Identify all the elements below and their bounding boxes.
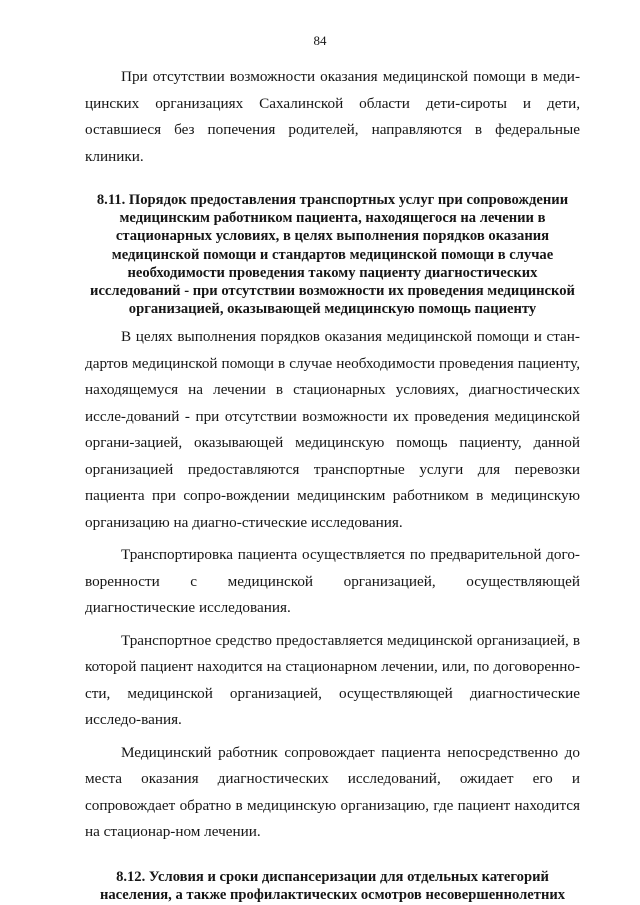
section-heading-8-12: 8.12. Условия и сроки диспансеризации для отдельных категорий населения, а также профилактических осмотров несовершеннолетних	[99, 868, 566, 904]
paragraph-medical-escort: Медицинский работник сопровождает пациента непосредственно до места оказания диагностических исследований, ожидает его и сопровождает обратно в медицинскую организацию, где пациент находится на стационар-ном лечении.	[85, 743, 580, 841]
paragraph-transport-agreement: Транспортировка пациента осуществляется по предварительной дого-воренности с медицинской организацией, осуществляющей диагностические исследования.	[85, 546, 580, 617]
paragraph-orphans-federal-clinics: При отсутствии возможности оказания медицинской помощи в меди-цинских организациях Сахалинской области дети-сироты и дети, оставшиеся без попечения родителей, направляются в федеральные клиники.	[85, 68, 580, 165]
section-heading-8-11: 8.11. Порядок предоставления транспортных услуг при сопровождении медицинским работником пациента, находящегося на лечении в стационарных условиях, в целях выполнения порядков оказания медицинской помощи и стандартов медицинской помощи в случае необходимости проведения такому пациенту диагностических исследований - при отсутствии возможности их проведения медицинской организацией, оказывающей медицинскую помощь пациенту	[90, 192, 575, 318]
page-number: 84	[313, 33, 327, 48]
paragraph-transport-vehicle: Транспортное средство предоставляется медицинской организацией, в которой пациент находится на стационарном лечении, или, по договоренно-сти, медицинской организацией, осуществляющей диагностические исследо-вания.	[85, 631, 580, 729]
page-content	[85, 64, 580, 904]
paragraph-transport-services: В целях выполнения порядков оказания медицинской помощи и стан-дартов медицинской помощи в случае необходимости проведения пациенту, находящемуся на лечении в стационарных условиях, диагностических иссле-дований - при отсутствии возможности их проведения медицинской органи-зацией, оказывающей медицинскую помощь пациенту, данной организацией предоставляются транспортные услуги для перевозки пациента при сопро-вождении медицинским работником в медицинскую организацию на диагно-стические исследования.	[85, 328, 580, 531]
